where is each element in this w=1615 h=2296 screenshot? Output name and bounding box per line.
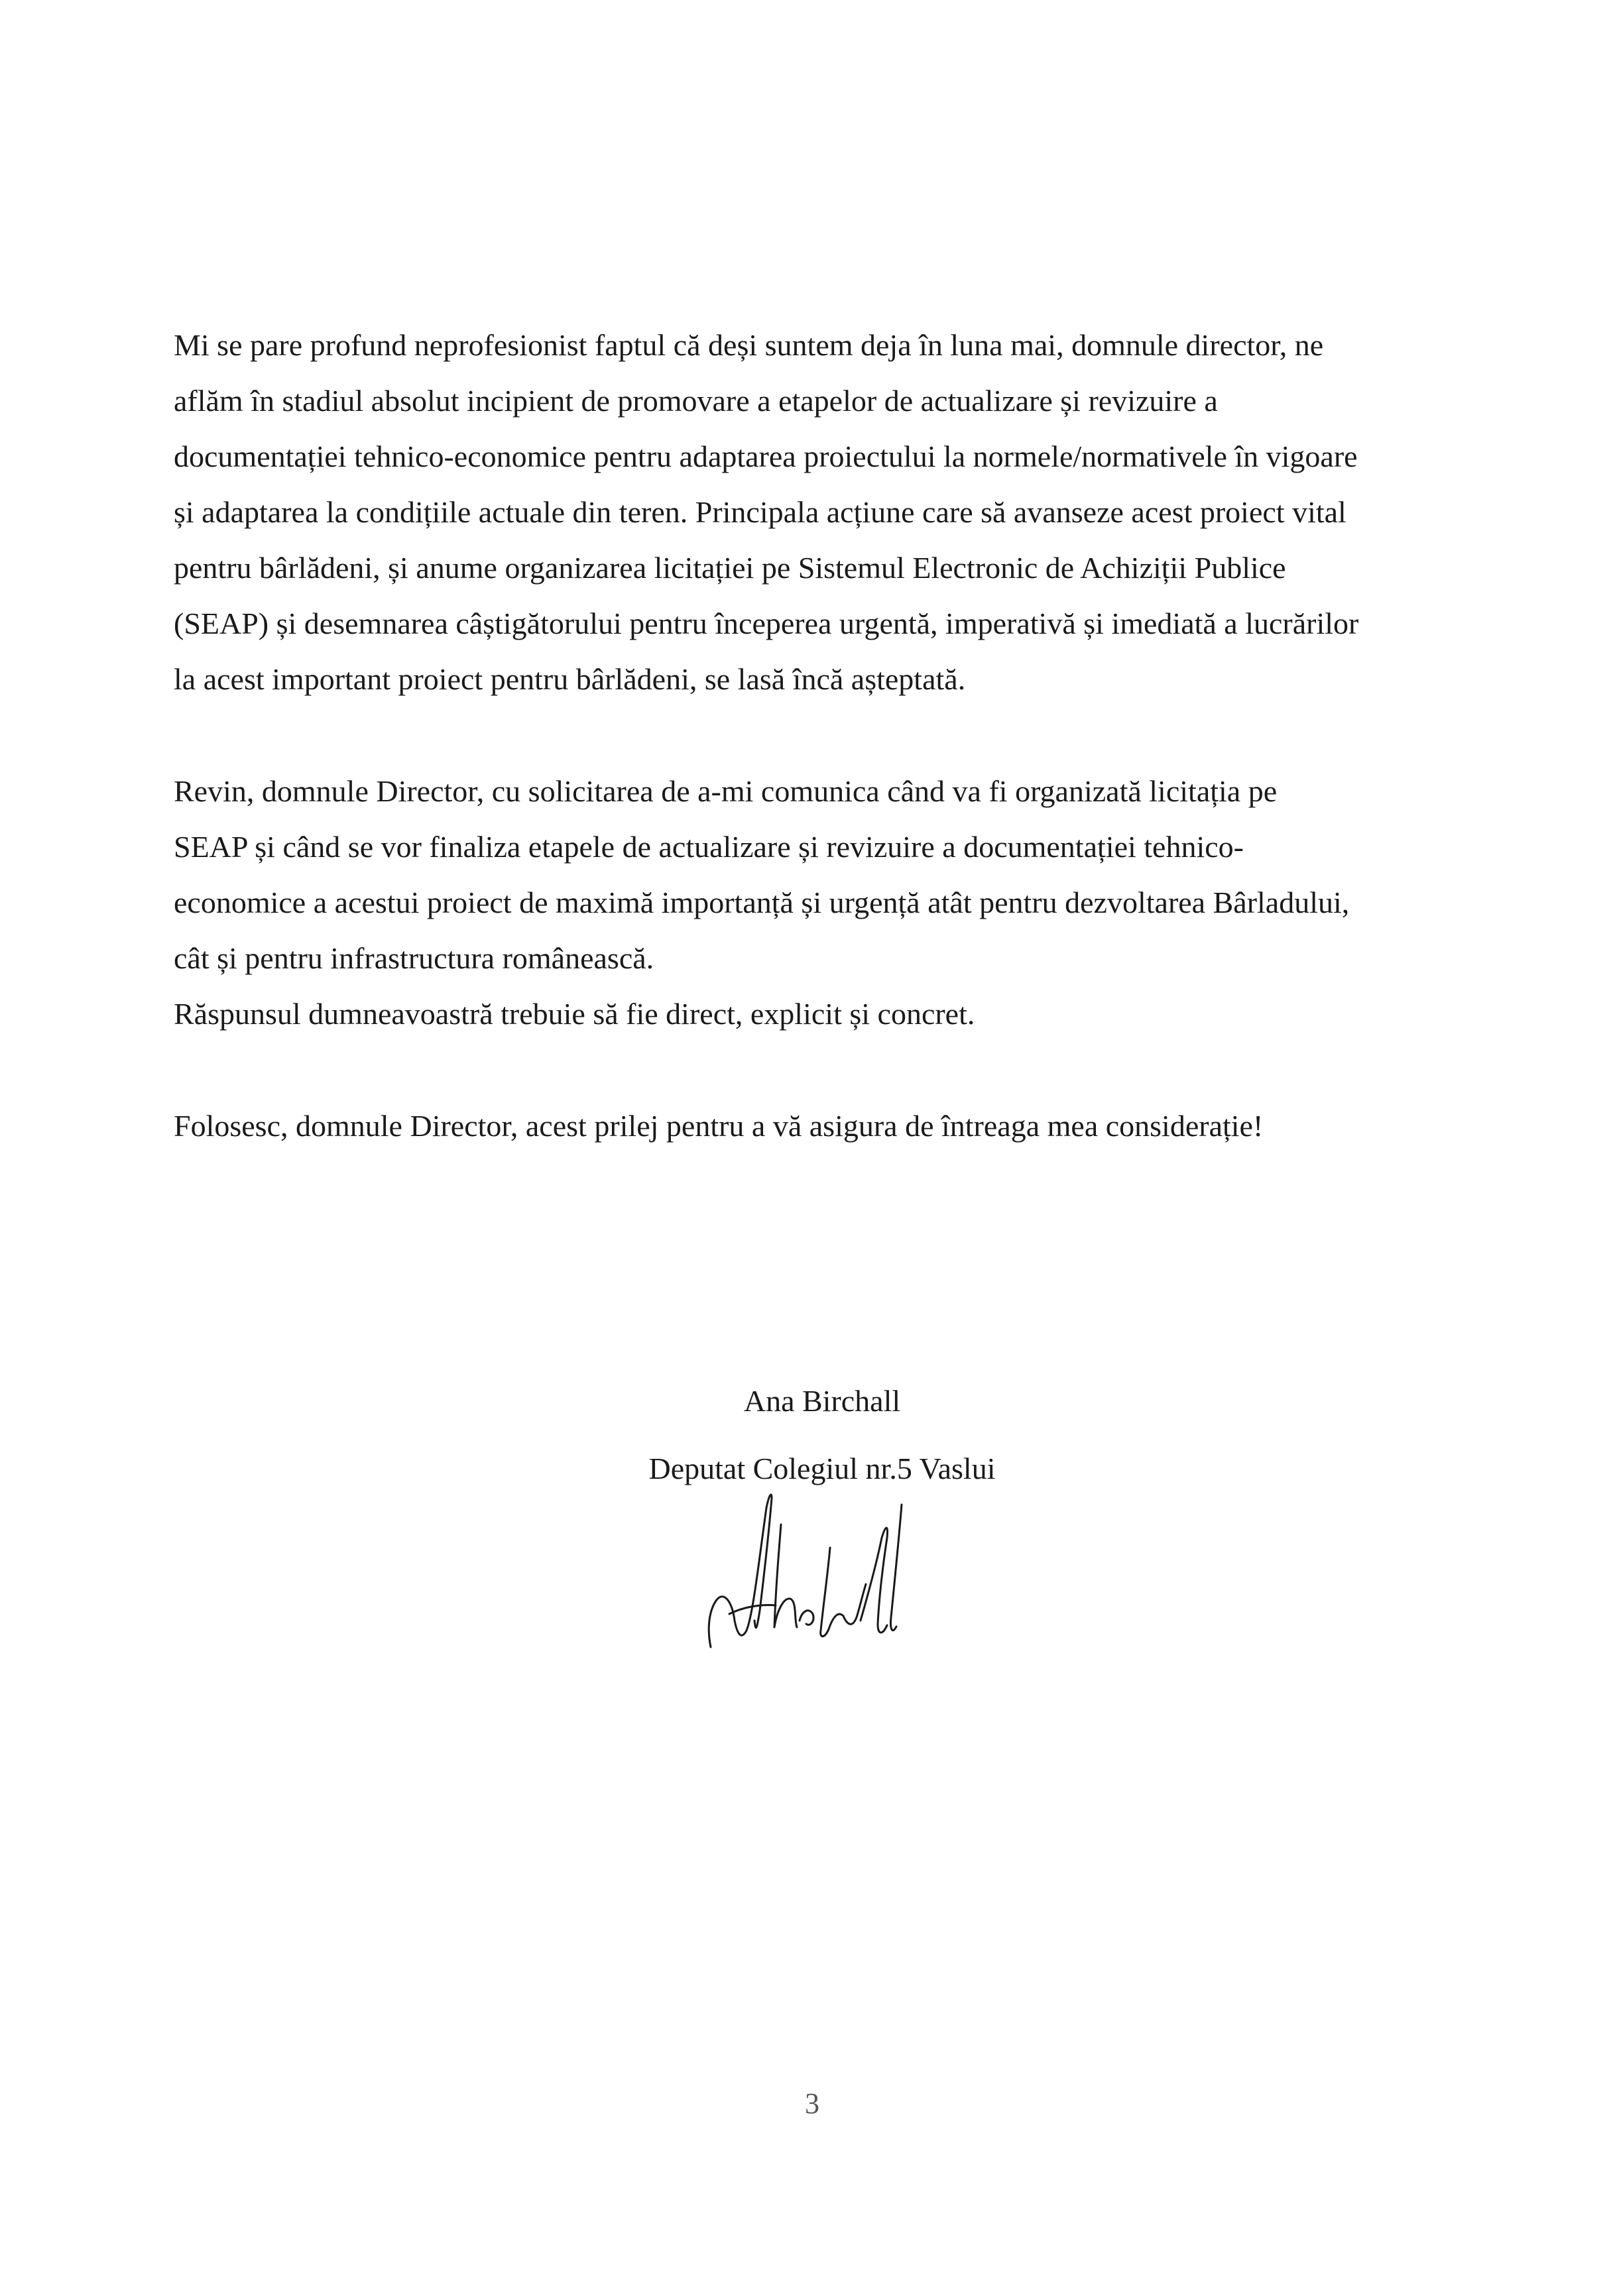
signature-block: [557, 1367, 1087, 1503]
paragraph-1: [174, 317, 1453, 707]
paragraph-2-line: cât și pentru infrastructura românească.: [174, 941, 654, 975]
paragraph-2-line: Răspunsul dumneavoastră trebuie să fie direct, explicit și concret.: [174, 997, 975, 1031]
paragraph-2-line: economice a acestui proiect de maximă importanță și urgență atât pentru dezvoltarea Bârladului,: [174, 886, 1350, 919]
paragraph-1-line: documentației tehnico-economice pentru adaptarea proiectului la normele/normativele în vigoare: [174, 439, 1358, 473]
paragraph-1-line: aflăm în stadiul absolut incipient de promovare a etapelor de actualizare și revizuire a: [174, 384, 1218, 418]
closing-line: Folosesc, domnule Director, acest prilej pentru a vă asigura de întreaga mea considerație!: [174, 1109, 1264, 1143]
paragraph-1-line: pentru bârlădeni, și anume organizarea licitației pe Sistemul Electronic de Achiziții Publice: [174, 551, 1286, 585]
paragraph-1-line: Mi se pare profund neprofesionist faptul că deși suntem deja în luna mai, domnule director, ne: [174, 328, 1324, 362]
paragraph-2-line: Revin, domnule Director, cu solicitarea de a-mi comunica când va fi organizată licitația pe: [174, 774, 1278, 808]
paragraph-1-line: și adaptarea la condițiile actuale din teren. Principala acțiune care să avanseze acest proiect vital: [174, 495, 1346, 529]
handwritten-signature: [703, 1485, 928, 1664]
paragraph-1-line: la acest important proiect pentru bârlădeni, se lasă încă așteptată.: [174, 662, 966, 696]
page-number: 3: [805, 2087, 819, 2120]
signatory-title: Deputat Colegiul nr.5 Vaslui: [648, 1452, 996, 1485]
signatory-name: Ana Birchall: [743, 1384, 901, 1418]
paragraph-2-line: SEAP și când se vor finaliza etapele de actualizare și revizuire a documentației tehnico-: [174, 830, 1244, 864]
closing-paragraph: [174, 1098, 1453, 1154]
paragraph-2: [174, 764, 1453, 1042]
paragraph-1-line: (SEAP) și desemnarea câștigătorului pentru începerea urgentă, imperativă și imediată a lucrărilor: [174, 606, 1359, 640]
